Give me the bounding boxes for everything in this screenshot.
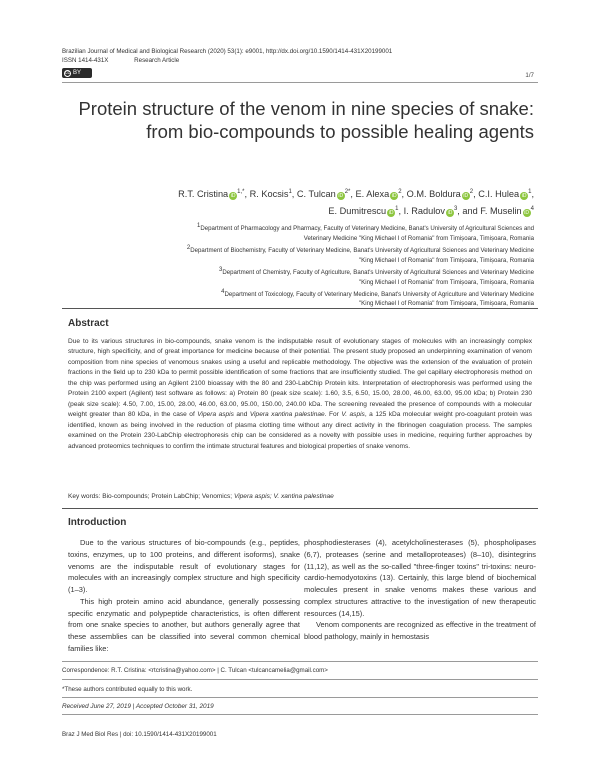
article-title: Protein structure of the venom in nine species of snake: from bio-compounds to possible healing agents [78, 98, 534, 142]
orcid-icon[interactable]: iD [447, 209, 453, 216]
author-list: R.T. Cristina $iD^{1,*}$, R. Kocsis$^1$, C. Tulcan $iD^{2*}$, E. Alexa $iD^2$, O.M. Boldura $iD^2$, C.I. Hulea $iD^1$, E. Dumitrescu $iD^1$, I. Radulov $iD^3$, and F. Muselin $iD^4$ [178, 189, 534, 216]
affiliations [58, 222, 534, 309]
journal-citation: Brazilian Journal of Medical and Biological Research (2020) 53(1): e9001, http://dx.doi.org/10.1590/1414-431X20199001 [62, 48, 393, 55]
footnote-divider [62, 679, 538, 680]
orcid-icon[interactable]: iD [524, 209, 530, 216]
affiliation: $^4$Department of Toxicology, Faculty of Veterinary Medicine, Banat's University of Agriculture and Veterinary Medicine "King Michael I of Romania" from Timișoara, Timișoara, Romania [221, 288, 534, 308]
author: O.M. Boldura $iD^2$ [406, 189, 474, 200]
orcid-icon[interactable]: iD [338, 193, 344, 200]
paragraph: Venom components are recognized as effective in the treatment of blood pathology, mainly in hemostasis [304, 620, 536, 641]
intro-left-column [68, 537, 300, 655]
keywords: Key words: Bio-compounds; Protein LabChip; Venomics; Vipera aspis; V. xantina palestinae [68, 493, 334, 500]
orcid-icon[interactable]: iD [521, 193, 527, 200]
article-type: Research Article [134, 57, 180, 64]
abstract-text: Due to its various structures in bio-compounds, snake venom is the indisputable result of evolutionary stages of molecules with an increasingly complex structure, high specificity, and of great importance for medicine because of their potential. The present study proposed an underpinning examination of venom composition from nine species of venomous snakes using a useful and replicable methodology. The objective was the extension of the evaluation of protein fractions in the field up to 230 kDa to permit possible identification of some fractions that are insufficiently studied. The gel capillary electrophoresis method on the chip was performed using an Agilent 2100 bioassay with the 80 and 230-LabChip Protein kits. Interpretation of electrophoresis was performed using the Protein 2100 expert (Agilent) test software as follows: a) Protein 80 (peak size scale): 1.60, 3.5, 6.50, 15.00, 28.00, 46.00, 63.00, 95.00 kDa; b) Protein 230 (peak size scale): 4.50, 7.00, 15.00, 28.00, 46.00, 63.00, 95.00, 150.00, 240.00 kDa. The screening revealed the presence of compounds with a molecular weight greater than 80 kDa, in the case of Vipera aspis and Vipera xantina palestinae. For V. aspis, a 125 kDa molecular weight pro-coagulant protein was identified, known as being involved in the reduction of plasma clotting time without any direct activity in the fibrinogen coagulation process. The samples examined on the Protein 230-LabChip electrophoresis chip can be considered as a novelty with possible uses in medicine, requiring further approaches by advanced proteomics techniques to confirm the intimate structural features and biological properties of snake venoms. [68, 338, 532, 450]
affiliation: $^1$Department of Pharmacology and Pharmacy, Faculty of Veterinary Medicine, Banat's University of Agricultural Sciences and Veterinary Medicine "King Michael I of Romania" from Timișoara, Timișoara, Romania [197, 223, 534, 242]
license-badge-label: BY [73, 70, 82, 76]
footnote-divider [62, 714, 538, 715]
author: R. Kocsis$^1$ [249, 189, 292, 200]
author: C.I. Hulea $iD^1$ [478, 189, 532, 200]
author: E. Alexa $iD^2$ [355, 189, 402, 200]
correspondence: Correspondence: R.T. Cristina: <rtcristina@yahoo.com> | C. Tulcan <tulcancamelia@gmail.com> [62, 667, 328, 674]
issn: ISSN 1414-431X [62, 57, 109, 64]
paragraph: Due to the various structures of bio-compounds (e.g., peptides, toxins, enzymes, up to 100 proteins, and different isoforms), snake venoms are the indisputable result of evolutionary stages for molecules with an increasingly complex structure and high specificity (1–3). [68, 538, 300, 594]
author: C. Tulcan $iD^{2*}$ [296, 189, 351, 200]
cc-icon: cc [65, 69, 70, 76]
paragraph: phosphodiesterases (4), acetylcholinesterases (5), phospholipases (6,7), proteases (serine and metalloproteases) (8–10), disintegrins (11,12), as well as the so-called "three-finger toxins" tri-toxins: neuro-cardio-hemodyotoxins (13). Certainly, this large blend of biochemical molecules present in snake venoms makes these various and complex structures attractive to the investigation of new therapeutic resources (14,15). [304, 538, 536, 618]
author: R.T. Cristina $iD^{1,*}$ [178, 189, 245, 200]
affiliation: $^3$Department of Chemistry, Faculty of Agriculture, Banat's University of Agricultural Sciences and Veterinary Medicine "King Michael I of Romania" from Timișoara, Timișoara, Romania [219, 266, 534, 286]
orcid-icon[interactable]: iD [388, 209, 394, 216]
orcid-icon[interactable]: iD [391, 193, 397, 200]
cc-license-badge[interactable] [62, 68, 92, 78]
footnote-divider [62, 661, 538, 662]
introduction-heading: Introduction [68, 517, 127, 528]
abstract-divider [62, 308, 538, 309]
intro-right-column [304, 537, 536, 643]
header-divider [62, 82, 538, 83]
paragraph: This high protein amino acid abundance, generally possessing specific enzymatic and polypeptide characteristics, is often different from one snake species to another, but authors generally agree that these assemblies can be classified into several common chemical families like: [68, 596, 300, 653]
page-number: 1/7 [525, 72, 534, 79]
abstract-heading: Abstract [68, 318, 109, 329]
affiliation: $^2$Department of Biochemistry, Faculty of Veterinary Medicine, Banat's University of Agricultural Sciences and Veterinary Medicine "King Michael I of Romania" from Timișoara, Timișoara, Romania [186, 244, 534, 264]
author: F. Muselin $iD^4$ [480, 205, 534, 216]
received-accepted-dates: Received June 27, 2019 | Accepted October 31, 2019 [62, 703, 214, 710]
issn-line [62, 57, 179, 64]
author: E. Dumitrescu $iD^1$ [328, 205, 399, 216]
intro-divider [62, 508, 538, 509]
orcid-icon[interactable]: iD [230, 193, 236, 200]
footnote-divider [62, 697, 538, 698]
author: I. Radulov $iD^3$ [403, 205, 458, 216]
equal-contribution-note: *These authors contributed equally to this work. [62, 686, 193, 693]
page-footer: Braz J Med Biol Res | doi: 10.1590/1414-431X20199001 [62, 731, 217, 738]
orcid-icon[interactable]: iD [463, 193, 469, 200]
